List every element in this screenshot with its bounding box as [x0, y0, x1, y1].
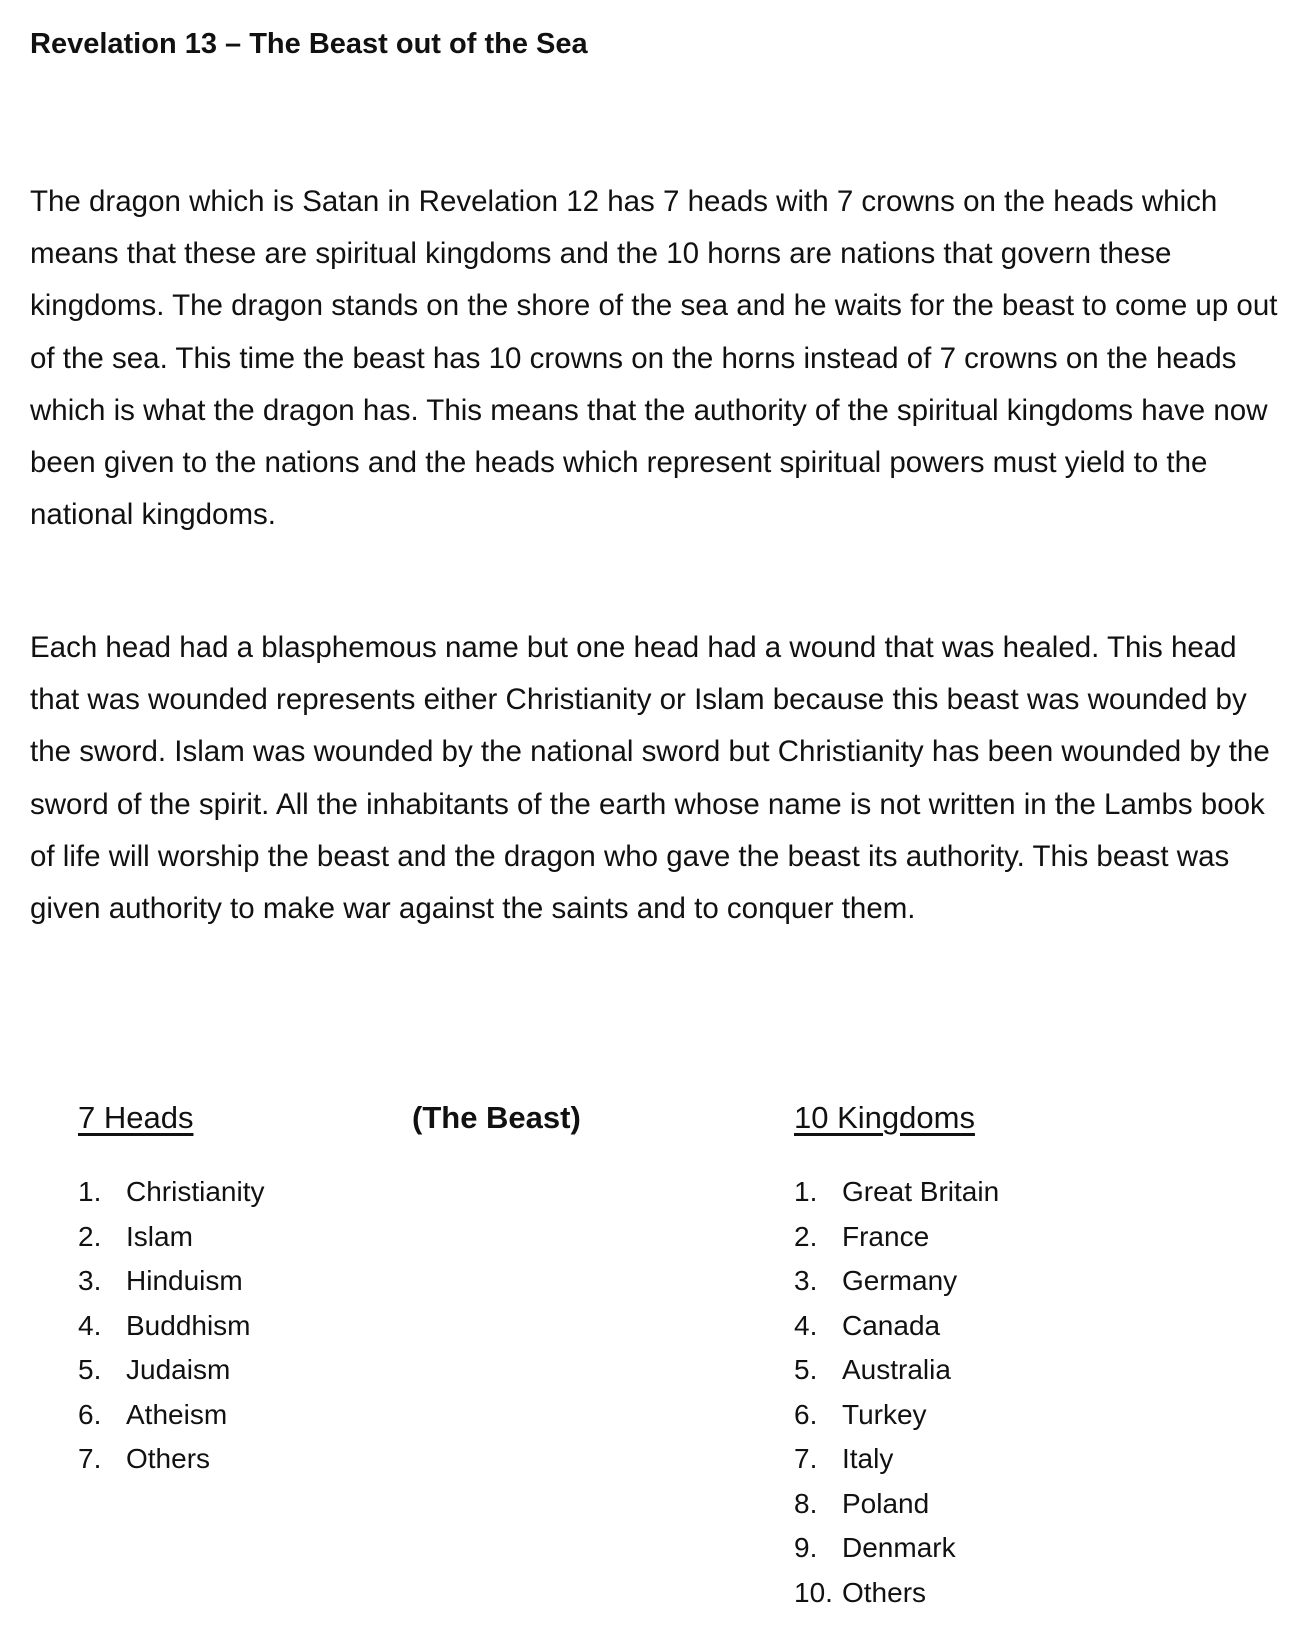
list-item	[794, 1437, 999, 1482]
list-item-text: Christianity	[126, 1176, 265, 1207]
list-item-text: France	[842, 1220, 930, 1252]
beast-heading: (The Beast)	[412, 1100, 581, 1135]
list-item	[78, 1348, 264, 1393]
paragraph-2: Each head had a blasphemous name but one head had a wound that was healed. This head that was wounded represents either Christianity or Islam because this beast was wounded by the sword. Islam was wounded by the national sword but Christianity has been wounded by the sword of the spirit. All the inhabitants of the earth whose name is not written in the Lambs book of life will worship the beast and the dragon who gave the beast its authority. This beast was given authority to make war against the saints and to conquer them.	[30, 631, 1270, 926]
list-item-number: 4.	[78, 1309, 102, 1341]
list-item	[78, 1215, 264, 1260]
list-item	[78, 1170, 264, 1215]
list-item-text: Great Britain	[842, 1176, 1000, 1207]
list-item-text: Italy	[842, 1443, 894, 1474]
list-item-text: Islam	[126, 1220, 193, 1252]
list-item	[794, 1482, 999, 1527]
list-item-number: 1.	[794, 1176, 818, 1207]
list-item-text: Others	[842, 1576, 927, 1608]
list-item-number: 9.	[794, 1532, 818, 1563]
list-item	[78, 1393, 264, 1438]
list-item-text: Others	[126, 1443, 211, 1474]
list-item	[794, 1170, 999, 1215]
list-item-number: 6.	[794, 1398, 818, 1430]
list-item-text: Poland	[842, 1487, 930, 1519]
list-item-text: Hinduism	[126, 1265, 243, 1296]
list-item-number: 10.	[794, 1576, 833, 1608]
paragraph-1: The dragon which is Satan in Revelation 12 has 7 heads with 7 crowns on the heads which means that these are spiritual kingdoms and the 10 horns are nations that govern these kingdoms. The dragon stands on the shore of the sea and he waits for the beast to come up out of the sea. This time the beast has 10 crowns on the horns instead of 7 crowns on the heads which is what the dragon has. This means that the authority of the spiritual kingdoms have now been given to the nations and the heads which represent spiritual powers must yield to the national kingdoms.	[30, 185, 1278, 532]
list-item-number: 5.	[78, 1354, 102, 1385]
list-item-text: Buddhism	[126, 1309, 251, 1341]
list-item-number: 2.	[794, 1220, 818, 1252]
list-item-number: 3.	[78, 1265, 102, 1296]
list-item-text: Australia	[842, 1354, 951, 1385]
list-item	[794, 1304, 999, 1349]
list-item-text: Denmark	[842, 1532, 956, 1563]
list-item	[794, 1348, 999, 1393]
list-item-text: Canada	[842, 1309, 941, 1341]
list-item-text: Judaism	[126, 1354, 231, 1385]
list-item-number: 6.	[78, 1398, 102, 1430]
list-item	[78, 1304, 264, 1349]
list-item-number: 7.	[794, 1443, 818, 1474]
list-item-number: 2.	[78, 1220, 102, 1252]
list-item	[78, 1437, 264, 1482]
list-item	[794, 1259, 999, 1304]
list-item-number: 3.	[794, 1265, 818, 1296]
list-item-number: 4.	[794, 1309, 818, 1341]
list-item	[78, 1259, 264, 1304]
kingdoms-heading: 10 Kingdoms	[794, 1100, 975, 1135]
list-item	[794, 1526, 999, 1571]
list-item-text: Germany	[842, 1265, 958, 1296]
list-item-text: Atheism	[126, 1398, 228, 1430]
list-item-number: 7.	[78, 1443, 102, 1474]
heads-heading: 7 Heads	[78, 1100, 194, 1135]
kingdoms-list	[794, 1170, 999, 1615]
heads-list	[78, 1170, 264, 1482]
list-item	[794, 1571, 999, 1616]
document-title: Revelation 13 – The Beast out of the Sea	[30, 28, 588, 60]
list-item	[794, 1215, 999, 1260]
list-item-number: 5.	[794, 1354, 818, 1385]
list-item-text: Turkey	[842, 1398, 927, 1430]
list-item-number: 1.	[78, 1176, 102, 1207]
list-item	[794, 1393, 999, 1438]
list-item-number: 8.	[794, 1487, 818, 1519]
